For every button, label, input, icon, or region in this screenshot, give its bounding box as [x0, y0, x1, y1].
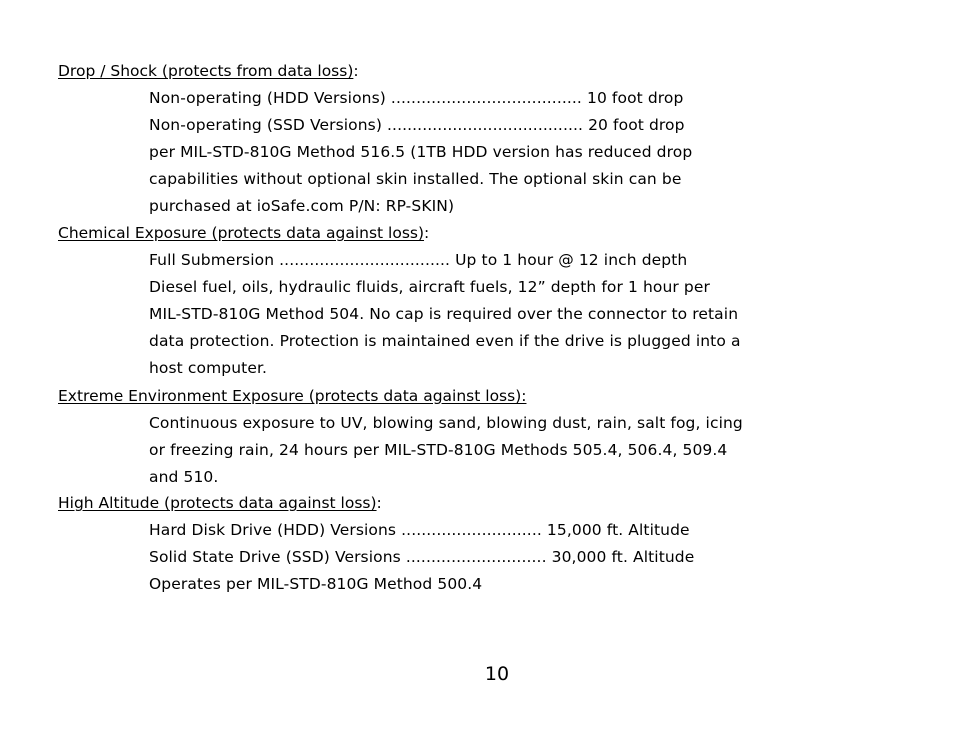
- section-heading-extreme-environment: Extreme Environment Exposure (protects data against loss):: [58, 387, 527, 405]
- spec-line: Hard Disk Drive (HDD) Versions ............................ 15,000 ft. Altitude: [149, 521, 690, 539]
- spec-line: and 510.: [149, 468, 219, 486]
- spec-line: Non-operating (SSD Versions) ....................................... 20 foot drop: [149, 116, 685, 134]
- spec-line: capabilities without optional skin installed. The optional skin can be: [149, 170, 682, 188]
- spec-line: host computer.: [149, 359, 268, 377]
- spec-line: Operates per MIL-STD-810G Method 500.4: [149, 575, 483, 593]
- spec-line: or freezing rain, 24 hours per MIL-STD-810G Methods 505.4, 506.4, 509.4: [149, 441, 728, 459]
- spec-line: Solid State Drive (SSD) Versions ............................ 30,000 ft. Altitude: [149, 548, 695, 566]
- spec-line: Continuous exposure to UV, blowing sand, blowing dust, rain, salt fog, icing: [149, 414, 743, 432]
- spec-line: per MIL-STD-810G Method 516.5 (1TB HDD version has reduced drop: [149, 143, 693, 161]
- page-number: 10: [484, 663, 510, 685]
- spec-line: purchased at ioSafe.com P/N: RP-SKIN): [149, 197, 455, 215]
- spec-line: data protection. Protection is maintained even if the drive is plugged into a: [149, 332, 741, 350]
- section-heading-high-altitude: High Altitude (protects data against loss):: [58, 494, 382, 512]
- spec-line: Full Submersion .................................. Up to 1 hour @ 12 inch depth: [149, 251, 688, 269]
- section-heading-drop-shock: Drop / Shock (protects from data loss):: [58, 62, 359, 80]
- section-heading-chemical-exposure: Chemical Exposure (protects data against loss):: [58, 224, 430, 242]
- spec-line: Diesel fuel, oils, hydraulic fluids, aircraft fuels, 12” depth for 1 hour per: [149, 278, 710, 296]
- spec-line: MIL-STD-810G Method 504. No cap is required over the connector to retain: [149, 305, 739, 323]
- spec-line: Non-operating (HDD Versions) ...................................... 10 foot drop: [149, 89, 684, 107]
